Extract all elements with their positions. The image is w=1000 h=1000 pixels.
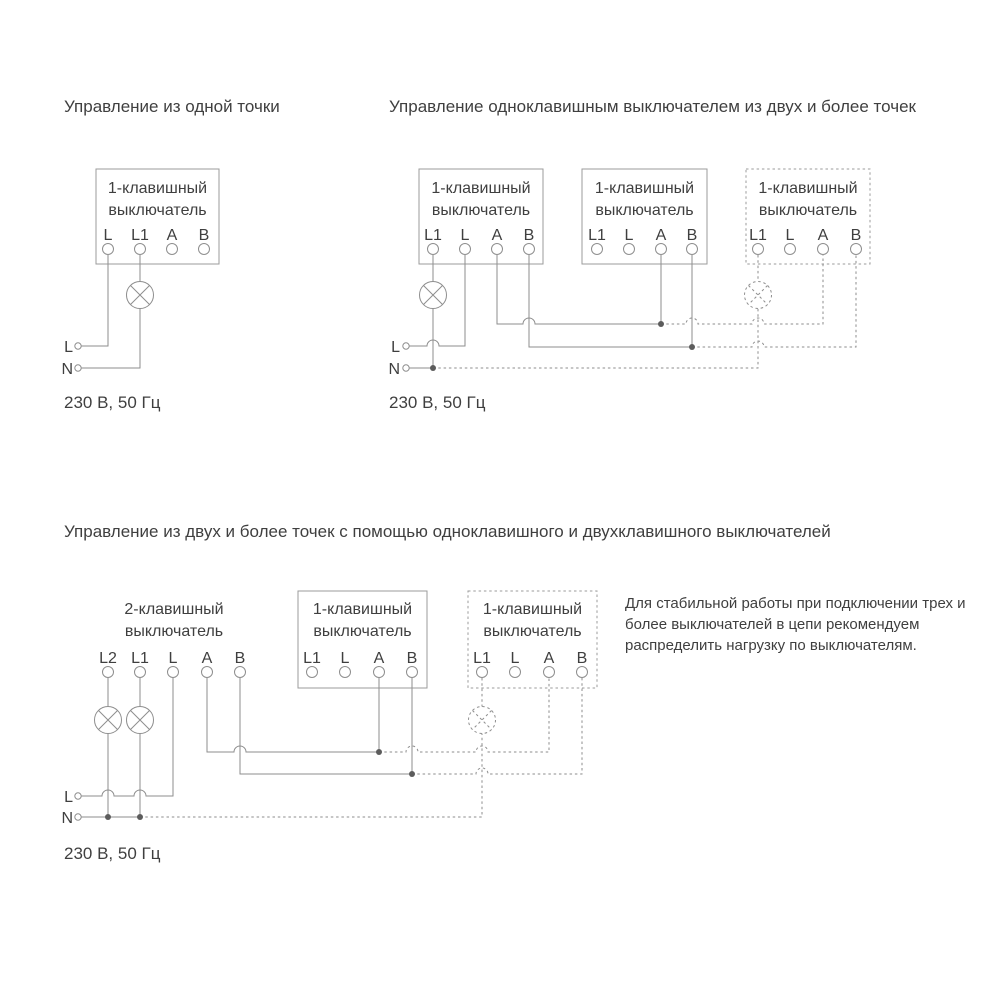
wire (207, 678, 379, 752)
terminal-circle (340, 667, 351, 678)
terminal-label: L (460, 227, 470, 244)
terminal-label: L1 (424, 227, 442, 244)
terminal-label: A (166, 227, 178, 244)
terminal-circle (524, 244, 535, 255)
terminal-label: B (234, 650, 246, 667)
junction-dot (137, 814, 143, 820)
terminal-label: B (686, 227, 698, 244)
junction-dot (105, 814, 111, 820)
terminal-circle (477, 667, 488, 678)
terminal-circle (656, 244, 667, 255)
terminal-circle (818, 244, 829, 255)
line-L-label: L (391, 339, 400, 356)
terminal-label: A (373, 650, 385, 667)
switch-label: выключатель (483, 623, 582, 640)
terminal-label: L (168, 650, 178, 667)
source-terminal-circle (75, 814, 81, 820)
terminal-label: A (543, 650, 555, 667)
diagram1-voltage-label: 230 В, 50 Гц (64, 393, 161, 412)
line-N-label: N (61, 810, 73, 827)
terminal-label: L2 (99, 650, 117, 667)
terminal-label: L (624, 227, 634, 244)
terminal-circle (785, 244, 796, 255)
wire-dashed (140, 734, 482, 818)
terminal-circle (510, 667, 521, 678)
terminal-label: L1 (749, 227, 767, 244)
terminal-label: A (817, 227, 829, 244)
junction-dot (658, 321, 664, 327)
terminal-label: L1 (303, 650, 321, 667)
wire (529, 255, 692, 347)
note-line: распределить нагрузку по выключателям. (625, 637, 917, 654)
terminal-label: B (576, 650, 588, 667)
terminal-label: L1 (588, 227, 606, 244)
diagram2-voltage-label: 230 В, 50 Гц (389, 393, 486, 412)
terminal-label: B (198, 227, 210, 244)
terminal-circle (235, 667, 246, 678)
wire-dashed (379, 678, 549, 752)
terminal-circle (687, 244, 698, 255)
wire-dashed (433, 309, 758, 369)
wire-dashed (661, 255, 823, 324)
terminal-label: L (340, 650, 350, 667)
terminal-circle (428, 244, 439, 255)
terminal-circle (492, 244, 503, 255)
terminal-label: A (655, 227, 667, 244)
switch-label: 1-клавишный (107, 180, 208, 197)
wire (81, 255, 108, 346)
diagram3-title: Управление из двух и более точек с помощью одноклавишного и двухклавишного выключателей (64, 522, 831, 541)
line-N-label: N (388, 361, 400, 378)
terminal-label: L (785, 227, 795, 244)
terminal-label: L (510, 650, 520, 667)
junction-dot (409, 771, 415, 777)
wire-dashed (692, 255, 856, 347)
terminal-label: B (406, 650, 418, 667)
source-terminal-circle (75, 793, 81, 799)
terminal-label: L1 (131, 227, 149, 244)
terminal-circle (407, 667, 418, 678)
source-terminal-circle (75, 365, 81, 371)
wire (81, 309, 140, 369)
diagram3-voltage-label: 230 В, 50 Гц (64, 844, 161, 863)
source-terminal-circle (403, 365, 409, 371)
terminal-label: A (491, 227, 503, 244)
switch-label: выключатель (595, 202, 694, 219)
terminal-circle (577, 667, 588, 678)
junction-dot (376, 749, 382, 755)
switch-label: 1-клавишный (431, 180, 531, 197)
terminal-circle (753, 244, 764, 255)
terminal-circle (851, 244, 862, 255)
wire (81, 678, 173, 796)
terminal-circle (460, 244, 471, 255)
terminal-label: A (201, 650, 213, 667)
terminal-label: L (103, 227, 113, 244)
terminal-label: L1 (473, 650, 491, 667)
terminal-circle (307, 667, 318, 678)
terminal-circle (135, 667, 146, 678)
terminal-label: B (523, 227, 535, 244)
diagram1-title: Управление из одной точки (64, 97, 280, 116)
switch-label: выключатель (758, 202, 858, 219)
switch-label: 1-клавишный (758, 180, 858, 197)
terminal-circle (374, 667, 385, 678)
switch-label: выключатель (313, 623, 412, 640)
switch-label: выключатель (431, 202, 531, 219)
line-L-label: L (64, 339, 73, 356)
source-terminal-circle (403, 343, 409, 349)
terminal-label: B (850, 227, 862, 244)
terminal-circle (103, 244, 114, 255)
note-line: Для стабильной работы при подключении трех и (625, 595, 966, 612)
wire (497, 255, 661, 324)
terminal-circle (168, 667, 179, 678)
switch-label: 1-клавишный (312, 601, 413, 618)
wire-dashed (412, 678, 582, 774)
note-line: более выключателей в цепи рекомендуем (625, 616, 920, 633)
wire (240, 678, 412, 774)
line-N-label: N (61, 361, 73, 378)
junction-dot (689, 344, 695, 350)
switch-label: выключатель (124, 623, 224, 640)
switch-label: выключатель (108, 202, 207, 219)
line-L-label: L (64, 789, 73, 806)
switch-label: 1-клавишный (594, 180, 695, 197)
terminal-label: L1 (131, 650, 149, 667)
terminal-circle (135, 244, 146, 255)
terminal-circle (592, 244, 603, 255)
terminal-circle (544, 667, 555, 678)
terminal-circle (624, 244, 635, 255)
switch-label: 2-клавишный (124, 601, 224, 618)
source-terminal-circle (75, 343, 81, 349)
terminal-circle (202, 667, 213, 678)
terminal-circle (103, 667, 114, 678)
junction-dot (430, 365, 436, 371)
diagram2-title: Управление одноклавишным выключателем из двух и более точек (389, 97, 916, 116)
switch-label: 1-клавишный (482, 601, 583, 618)
terminal-circle (199, 244, 210, 255)
terminal-circle (167, 244, 178, 255)
